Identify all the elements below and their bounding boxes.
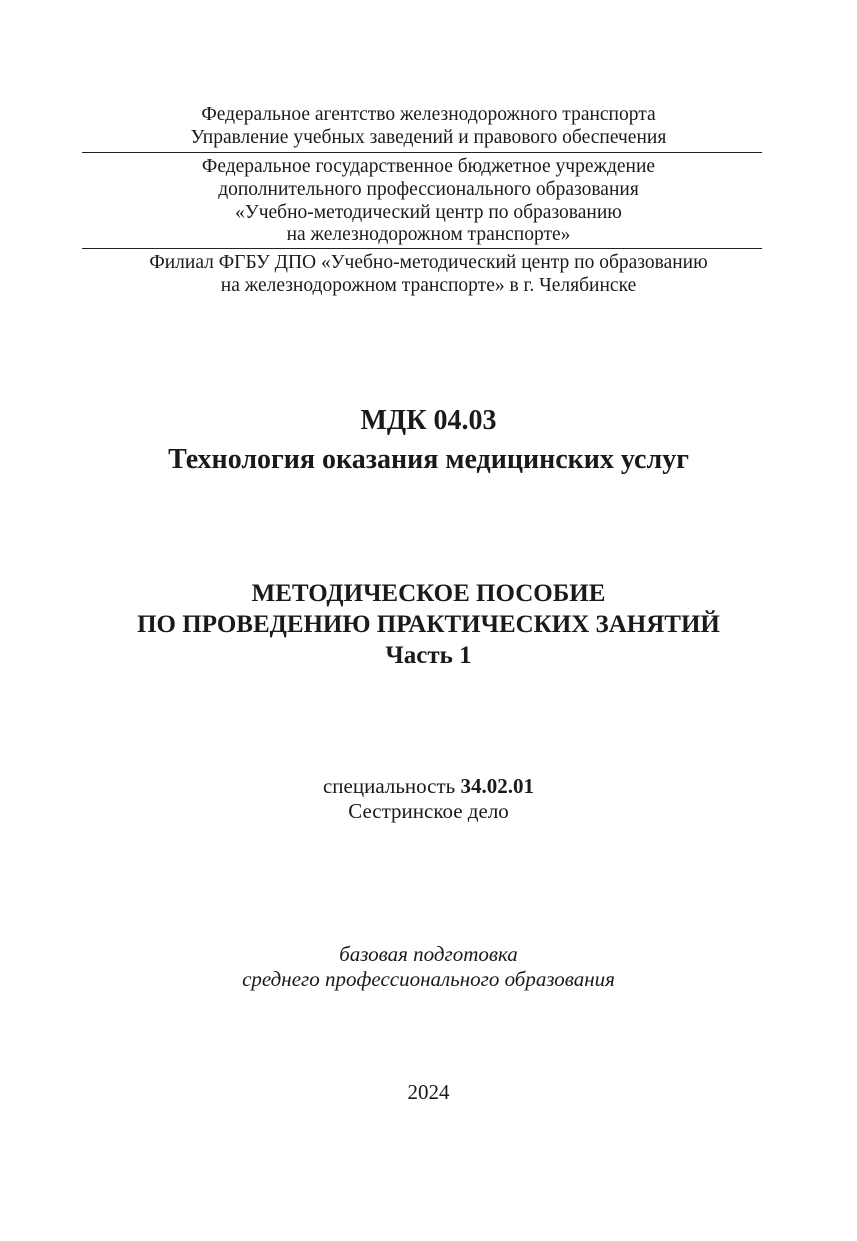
institution-line-2: дополнительного профессионального образования — [218, 179, 639, 200]
publication-year: 2024 — [407, 1080, 450, 1104]
agency-line-2: Управление учебных заведений и правового обеспечения — [190, 127, 667, 148]
course-code: МДК 04.03 — [360, 405, 497, 436]
specialty-name: Сестринское дело — [348, 799, 509, 823]
institution-line-3: «Учебно-методический центр по образованию — [235, 202, 622, 223]
training-level-line-2: среднего профессионального образования — [242, 967, 615, 991]
course-name: Технология оказания медицинских услуг — [168, 444, 689, 475]
doc-type-line-2: ПО ПРОВЕДЕНИЮ ПРАКТИЧЕСКИХ ЗАНЯТИЙ — [137, 611, 720, 638]
header-divider-1 — [82, 152, 762, 153]
agency-line-1: Федеральное агентство железнодорожного транспорта — [201, 104, 656, 125]
specialty-label: специальность — [322, 774, 456, 798]
institution-line-1: Федеральное государственное бюджетное учреждение — [201, 156, 656, 177]
branch-line-2: на железнодорожном транспорте» в г. Челябинске — [220, 275, 637, 296]
training-level-line-1: базовая подготовка — [339, 942, 518, 966]
branch-line-1: Филиал ФГБУ ДПО «Учебно-методический центр по образованию — [149, 252, 708, 273]
specialty-line — [0, 776, 857, 797]
specialty-code: 34.02.01 — [460, 774, 534, 798]
doc-part: Часть 1 — [385, 642, 472, 669]
header-divider-2 — [82, 248, 762, 249]
institution-line-4: на железнодорожном транспорте» — [286, 224, 571, 245]
doc-type-line-1: МЕТОДИЧЕСКОЕ ПОСОБИЕ — [251, 580, 606, 607]
